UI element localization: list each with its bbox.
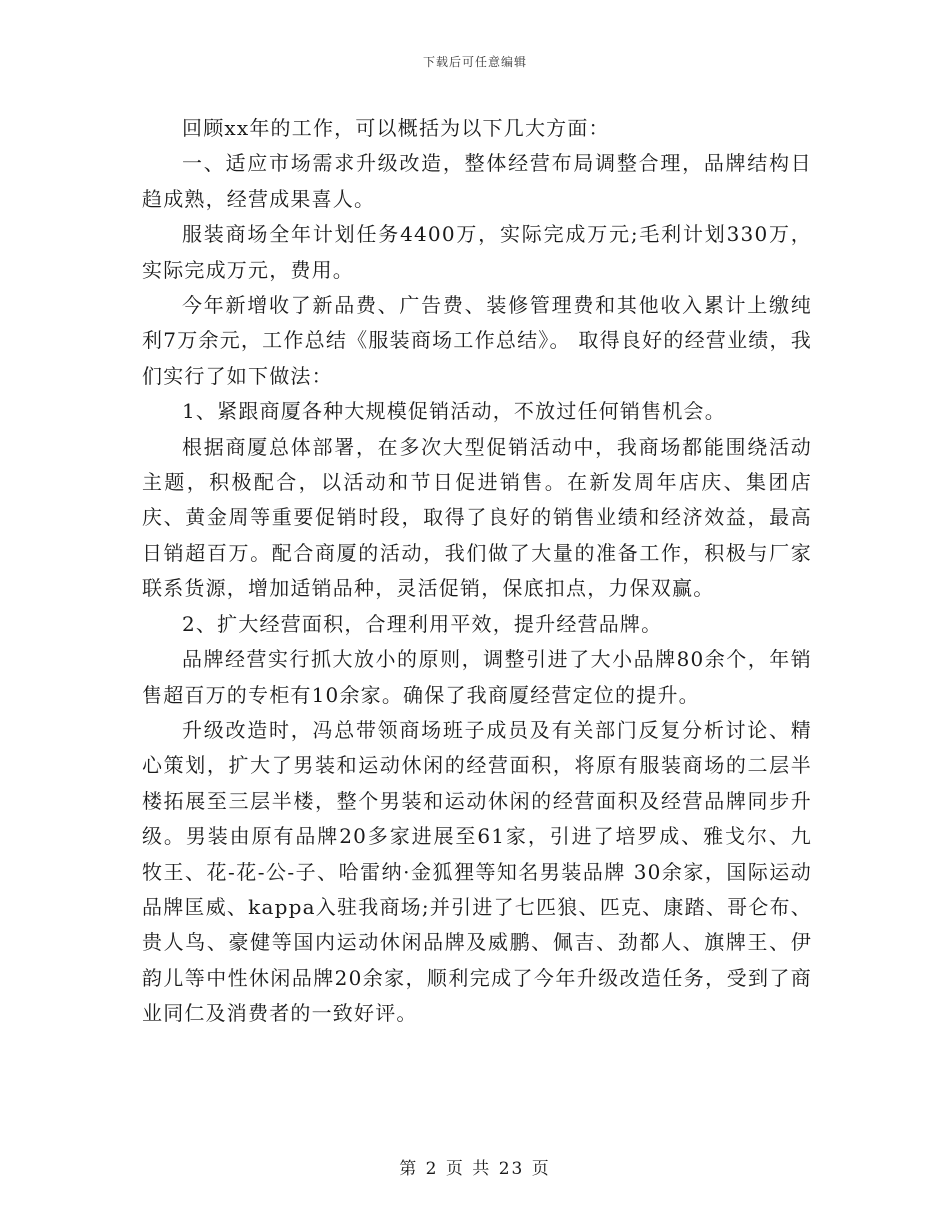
footer-middle: 页 共 [445,1159,492,1179]
document-body [142,111,812,1032]
footer-total-pages: 23 [498,1159,525,1179]
footer-prefix: 第 [399,1159,419,1179]
footer-page-number: 2 [425,1159,439,1179]
paragraph: 一、适应市场需求升级改造，整体经营布局调整合理，品牌结构日趋成熟，经营成果喜人。 [142,151,812,211]
paragraph: 服装商场全年计划任务4400万，实际完成万元;毛利计划330万，实际完成万元，费用。 [142,222,812,282]
footer-suffix: 页 [531,1159,551,1179]
paragraph: 2、扩大经营面积，合理利用平效，提升经营品牌。 [182,611,663,636]
paragraph: 今年新增收了新品费、广告费、装修管理费和其他收入累计上缴纯利7万余元，工作总结《服装商场工作总结》。 取得良好的经营业绩，我们实行了如下做法： [142,293,812,388]
paragraph: 升级改造时，冯总带领商场班子成员及有关部门反复分析讨论、精心策划，扩大了男装和运动休闲的经营面积，将原有服装商场的二层半楼拓展至三层半楼，整个男装和运动休闲的经营面积及经营品牌同步升级。男装由原有品牌20多家进展至61家，引进了培罗成、雅戈尔、九牧王、花-花-公-子、哈雷纳·金狐狸等知名男装品牌 30余家，国际运动品牌匡威、kappa入驻我商场;并引进了七匹狼、匹克、康踏、哥仑布、贵人鸟、豪健等国内运动休闲品牌及威鹏、佩吉、劲都人、旗牌王、伊韵儿等中性休闲品牌20余家，顺利完成了今年升级改造任务，受到了商业同仁及消费者的一致好评。 [142,717,812,1026]
paragraph: 1、紧跟商厦各种大规模促销活动，不放过任何销售机会。 [182,399,726,424]
page-footer [0,1154,950,1179]
paragraph: 品牌经营实行抓大放小的原则，调整引进了大小品牌80余个，年销售超百万的专柜有10余家。确保了我商厦经营定位的提升。 [142,647,812,707]
paragraph: 根据商厦总体部署，在多次大型促销活动中，我商场都能围绕活动主题，积极配合，以活动和节日促进销售。在新发周年店庆、集团店庆、黄金周等重要促销时段，取得了良好的销售业绩和经济效益，最高日销超百万。配合商厦的活动，我们做了大量的准备工作，积极与厂家联系货源，增加适销品种，灵活促销，保底扣点，力保双赢。 [142,434,812,601]
header-note: 下载后可任意编辑 [422,55,527,69]
paragraph: 回顾xx年的工作，可以概括为以下几大方面： [182,116,610,140]
